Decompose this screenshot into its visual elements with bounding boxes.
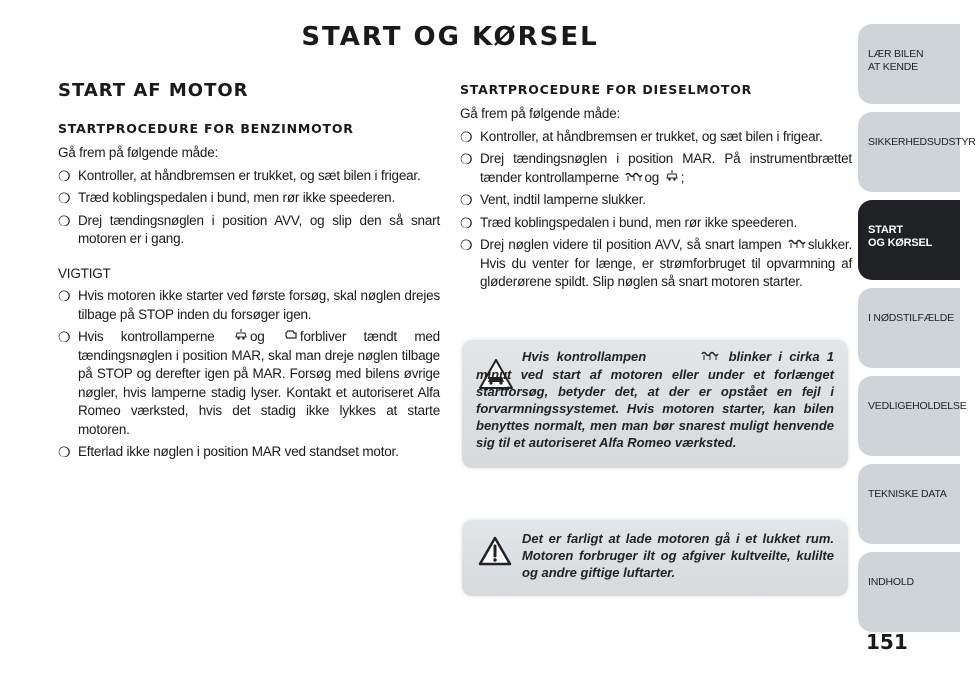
intro-text: Gå frem på følgende måde: [58, 145, 219, 160]
bullet-icon: ❍ [58, 212, 71, 229]
tab-indhold[interactable]: INDHOLD [858, 552, 960, 632]
bullet-icon: ❍ [58, 444, 71, 460]
glow-plug-warning-box [462, 340, 848, 468]
bullet-icon: ❍ [58, 167, 71, 184]
subheading-petrol: STARTPROCEDURE FOR BENZINMOTOR [58, 121, 354, 136]
intro-text: Gå frem på følgende måde: [460, 106, 621, 121]
bullet-icon: ❍ [460, 237, 473, 253]
tab-laer-bilen-at-kende[interactable]: LÆR BILEN AT KENDE [858, 24, 960, 104]
list-item: ❍ Drej tændingsnøglen i position AVV, og slip den så snart motoren er i gang. [58, 212, 440, 246]
list-item: ❍ Vent, indtil lamperne slukker. [460, 192, 646, 208]
bullet-icon: ❍ [460, 214, 473, 231]
bullet-icon: ❍ [58, 288, 71, 304]
section-heading: START AF MOTOR [58, 80, 249, 101]
list-item: ❍ Hvis kontrollamperne og forbliver tændt med tændingsnøglen i position MAR, skal man dreje nøglen tilbage på STOP og derefter igen på MAR. Forsøg med bilens øvrige nøgler, hvis lamperne stadig lyser. Kontakt et autoriseret Alfa Romeo værksted, hvis det stadig ikke lykkes at starte motoren. [58, 329, 440, 437]
glow-plug-icon [623, 169, 645, 188]
list-item: ❍ Efterlad ikke nøglen i position MAR ved standset motor. [58, 444, 399, 460]
subheading-diesel: STARTPROCEDURE FOR DIESELMOTOR [460, 82, 753, 97]
bullet-icon: ❍ [460, 151, 473, 167]
engine-fault-icon [282, 328, 300, 347]
bullet-icon: ❍ [58, 329, 71, 345]
page-title: START OG KØRSEL [301, 22, 599, 52]
list-item: ❍ Kontroller, at håndbremsen er trukket, og sæt bilen i frigear. [460, 128, 823, 145]
petrol-steps-list [58, 167, 440, 249]
car-key-icon [663, 169, 681, 188]
diesel-steps-list [460, 128, 852, 292]
tab-i-nodstilfaelde[interactable]: I NØDSTILFÆLDE [858, 288, 960, 368]
list-item: ❍ Drej nøglen videre til position AVV, så snart lampen slukker. Hvis du venter for længe, er strømforbruget til opvarmning af gløderørene spildt. Slip nøglen så snart motoren starter. [460, 237, 852, 289]
list-item: ❍ Kontroller, at håndbremsen er trukket, og sæt bilen i frigear. [58, 167, 421, 184]
page-number: 151 [866, 630, 908, 654]
list-item: ❍ Træd koblingspedalen i bund, men rør ikke speederen. [58, 190, 396, 206]
list-item: ❍ Drej tændingsnøglen i position MAR. På instrumentbrættet tænder kontrollamperne og ; [460, 150, 852, 187]
glow-plug-icon [786, 236, 808, 255]
bullet-icon: ❍ [460, 192, 473, 208]
car-key-icon [232, 328, 250, 347]
tab-sikkerhedsudstyr[interactable]: SIKKERHEDSUDSTYR [858, 112, 960, 192]
warning-triangle-icon [478, 536, 512, 571]
list-item: ❍ Træd koblingspedalen i bund, men rør ikke speederen. [460, 214, 798, 231]
warning-text: Det er farligt at lade motoren gå i et lukket rum. Motoren forbruger ilt og afgiver kultveilte, kulilte og andre giftige luftarter. [522, 531, 834, 580]
tab-start-og-korsel[interactable]: START OG KØRSEL [858, 200, 960, 280]
tab-tekniske-data[interactable]: TEKNISKE DATA [858, 464, 960, 544]
closed-room-warning-box [462, 520, 848, 596]
right-column [460, 82, 852, 296]
bullet-icon: ❍ [460, 128, 473, 145]
important-label: VIGTIGT [58, 265, 111, 281]
glow-plug-icon [653, 349, 721, 366]
left-column [58, 80, 440, 466]
list-item: ❍ Hvis motoren ikke starter ved første forsøg, skal nøglen drejes tilbage på STOP inden du forsøger igen. [58, 288, 440, 322]
bullet-icon: ❍ [58, 190, 71, 206]
important-list [58, 287, 440, 462]
tab-vedligeholdelse[interactable]: VEDLIGEHOLDELSE [858, 376, 960, 456]
warning-text: Hvis kontrollampen blinker i cirka 1 minut ved start af motoren eller under et forlænget startforsøg, betyder det, at der er opstået en fejl i forvarmningssystemet. Hvis motoren starter, kan bilen benyttes normalt, men man bør snarest muligt henvende sig til et autoriseret Alfa Romeo værksted. [476, 349, 834, 450]
